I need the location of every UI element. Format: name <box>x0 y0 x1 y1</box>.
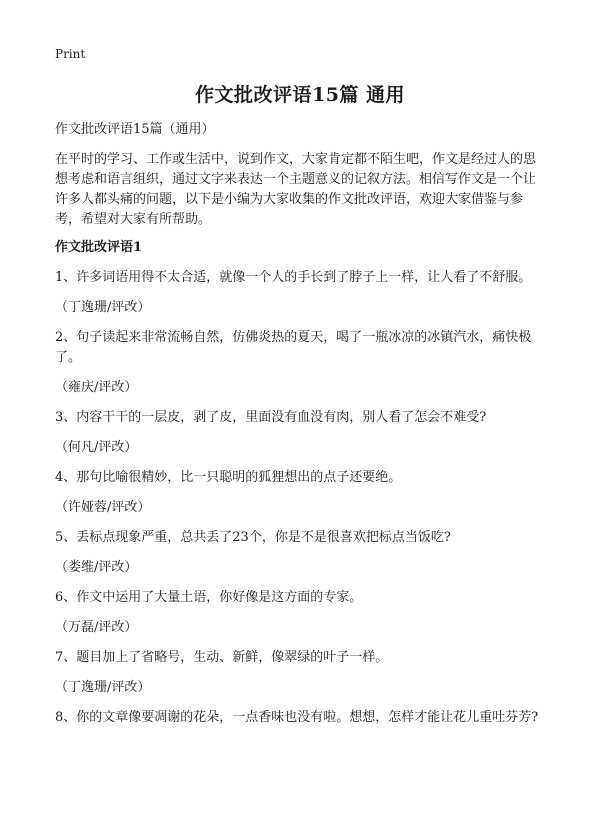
comment-item-8: 8、你的文章像要凋谢的花朵，一点香味也没有啦。想想，怎样才能让花儿重吐芬芳? <box>55 710 539 725</box>
comment-item-5: 5、丢标点现象严重，总共丢了23个，你是不是很喜欢把标点当饭吃? <box>55 530 451 545</box>
comment-item-3: 3、内容干干的一层皮，剥了皮，里面没有血没有肉，别人看了怎会不难受? <box>55 410 487 425</box>
section-heading: 作文批改评语1 <box>55 240 143 255</box>
comment-item-1: 1、许多词语用得不太合适，就像一个人的手长到了脖子上一样，让人看了不舒服。 <box>55 270 532 285</box>
comment-item-7: 7、题目加上了省略号，生动、新鲜，像翠绿的叶子一样。 <box>55 650 389 665</box>
document-subtitle: 作文批改评语15篇（通用） <box>55 122 215 137</box>
comment-item-2: 2、句子读起来非常流畅自然，仿佛炎热的夏天，喝了一瓶冰凉的冰镇汽水，痛快极了。 <box>55 330 532 365</box>
comment-author-3: （何凡/评改） <box>55 440 138 455</box>
comment-author-6: （万磊/评改） <box>55 620 138 635</box>
comment-author-1: （丁逸珊/评改） <box>55 300 151 315</box>
print-link[interactable]: Print <box>55 47 86 61</box>
comment-item-4: 4、那句比喻很精妙，比一只聪明的狐狸想出的点子还要绝。 <box>55 470 402 485</box>
comment-author-5: （娄维/评改） <box>55 560 138 575</box>
comment-item-6: 6、作文中运用了大量土语，你好像是这方面的专家。 <box>55 590 363 605</box>
document-body <box>55 120 545 738</box>
comment-author-7: （丁逸珊/评改） <box>55 680 151 695</box>
intro-paragraph: 在平时的学习、工作或生活中，说到作文，大家肯定都不陌生吧，作文是经过人的思想考虑和语言组织，通过文字来表达一个主题意义的记叙方法。相信写作文是一个让许多人都头痛的问题，以下是小编为大家收集的作文批改评语，欢迎大家借鉴与参考，希望对大家有所帮助。 <box>55 152 537 227</box>
comment-author-4: （许娅蓉/评改） <box>55 500 151 515</box>
comment-author-2: （雍庆/评改） <box>55 380 138 395</box>
page-title: 作文批改评语15篇 通用 <box>194 84 406 106</box>
